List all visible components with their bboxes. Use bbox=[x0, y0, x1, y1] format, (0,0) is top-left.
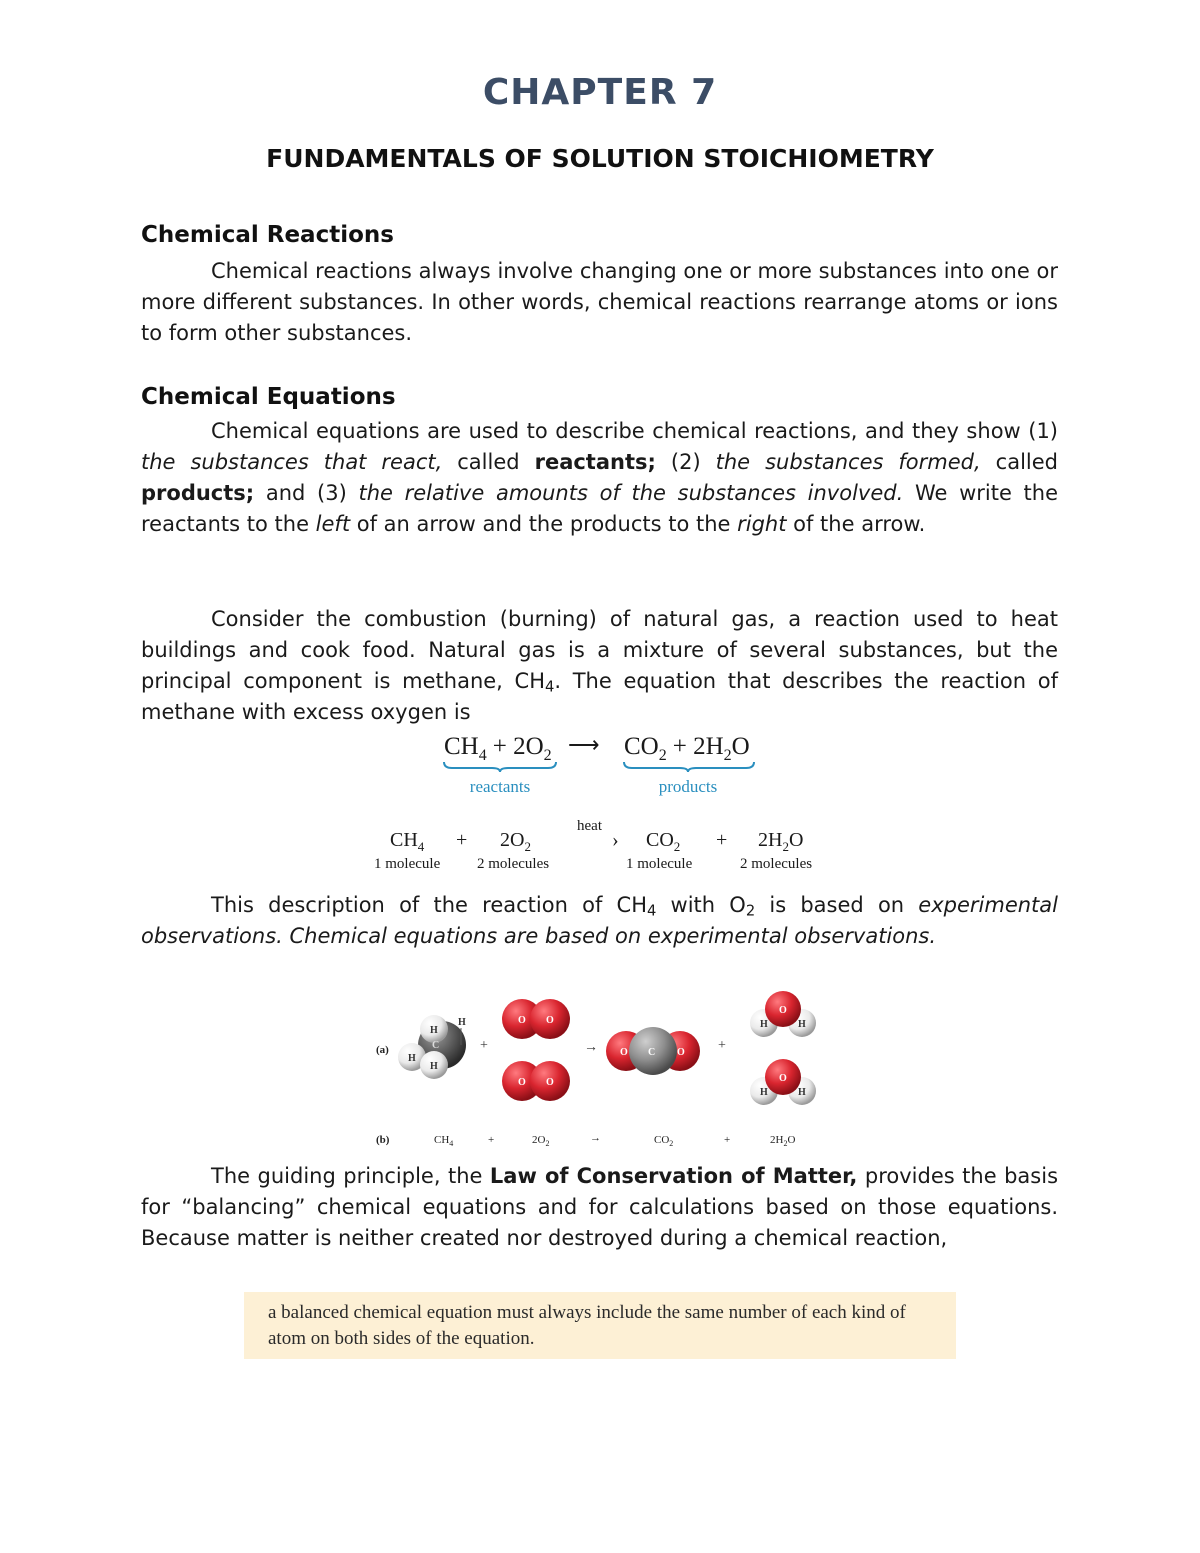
equation-reactants-products bbox=[430, 728, 780, 800]
heading-chemical-equations: Chemical Equations bbox=[141, 384, 396, 410]
svg-text:+: + bbox=[480, 1038, 488, 1053]
paragraph-chemical-equations: Chemical equations are used to describe chemical reactions, and they show (1) the substances that react, called reactants; (2) the substances formed, called products; and (3) the relative amounts of the substances involved. We write the reactants to the left of an arrow and the products to the right of the arrow. bbox=[141, 419, 1058, 536]
paragraph-chemical-reactions: Chemical reactions always involve changing one or more substances into one or more different substances. In other words, chemical reactions rearrange atoms or ions to form other substances. bbox=[141, 259, 1058, 345]
svg-text:CH4: $CH_4$ bbox=[390, 829, 425, 854]
svg-text:→: → bbox=[584, 1040, 598, 1055]
oxygen-molecule-2 bbox=[502, 1061, 570, 1101]
chapter-subtitle: FUNDAMENTALS OF SOLUTION STOICHIOMETRY bbox=[266, 144, 934, 173]
svg-text:C: C bbox=[648, 1047, 656, 1058]
svg-text:C: C bbox=[432, 1040, 440, 1051]
svg-text:2H2O: $2H_2O$ bbox=[758, 829, 804, 854]
svg-text:H: H bbox=[458, 1017, 466, 1028]
products-label: products bbox=[658, 777, 718, 796]
svg-text:H: H bbox=[798, 1087, 806, 1098]
svg-text:2O2: $2O_2$ bbox=[500, 829, 531, 854]
svg-text:H: H bbox=[430, 1025, 438, 1036]
svg-text:H: H bbox=[760, 1019, 768, 1030]
reactants-brace bbox=[444, 762, 556, 772]
svg-text:2 molecules: 2 molecules bbox=[477, 856, 550, 872]
reaction-arrow: ⟶ bbox=[568, 732, 600, 757]
heading-chemical-reactions: Chemical Reactions bbox=[141, 222, 394, 248]
svg-text:2O2: $2O_2$ bbox=[532, 1134, 550, 1148]
heat-label: heat bbox=[577, 818, 602, 834]
water-molecule-2 bbox=[750, 1059, 816, 1105]
chapter-title: CHAPTER 7 bbox=[482, 72, 718, 113]
svg-text:+: + bbox=[724, 1134, 731, 1146]
figure-label-b: (b) bbox=[376, 1134, 390, 1146]
svg-text:O: O bbox=[620, 1047, 628, 1058]
paragraph-experimental-observations: This description of the reaction of $CH_4$ with $O_2$ is based on experimental observations. Chemical equations are based on experimental observations. bbox=[141, 893, 1058, 948]
svg-text:O: O bbox=[677, 1047, 685, 1058]
reactants-label: reactants bbox=[469, 777, 531, 796]
svg-text:2H2O: $2H_2O$ bbox=[770, 1134, 796, 1148]
svg-text:H: H bbox=[430, 1061, 438, 1072]
svg-text:O: O bbox=[779, 1005, 787, 1016]
svg-text:→: → bbox=[590, 1132, 601, 1144]
svg-text:O: O bbox=[518, 1077, 526, 1088]
svg-text:H: H bbox=[798, 1019, 806, 1030]
callout-balanced-equation: a balanced chemical equation must always include the same number of each kind of atom on both sides of the equation. bbox=[244, 1292, 956, 1359]
figure-label-a: (a) bbox=[376, 1044, 389, 1056]
svg-text:+: + bbox=[488, 1134, 495, 1146]
paragraph-conservation-of-matter: The guiding principle, the Law of Conservation of Matter, provides the basis for “balancing” chemical equations and for calculations based on those equations. Because matter is neither created nor destroyed during a chemical reaction, bbox=[141, 1164, 1059, 1250]
svg-text:CO2: $CO_2$ bbox=[654, 1134, 674, 1148]
svg-text:+: + bbox=[716, 829, 728, 851]
water-molecule-1 bbox=[750, 991, 816, 1037]
oxygen-molecule-1 bbox=[502, 999, 570, 1039]
svg-text:H: H bbox=[408, 1053, 416, 1064]
svg-text:+: + bbox=[718, 1038, 726, 1053]
svg-text:H: H bbox=[760, 1087, 768, 1098]
svg-text:O: O bbox=[546, 1015, 554, 1026]
products-brace bbox=[624, 762, 754, 772]
heat-arrow: › bbox=[612, 829, 619, 851]
carbon-dioxide-molecule bbox=[606, 1027, 700, 1075]
svg-text:CO2+ 2H2O: $CO_2 + 2H_2O$ bbox=[624, 733, 750, 764]
paragraph-methane-combustion: Consider the combustion (burning) of natural gas, a reaction used to heat buildings and cook food. Natural gas is a mixture of several substances, but the principal component is methane, $CH_4$. The equation that describes the reaction of methane with excess oxygen is bbox=[141, 607, 1058, 724]
svg-text:O: O bbox=[779, 1073, 787, 1084]
molecule-illustration bbox=[360, 985, 840, 1155]
svg-text:CO2: $CO_2$ bbox=[646, 829, 681, 854]
svg-text:2 molecules: 2 molecules bbox=[740, 856, 813, 872]
svg-text:1 molecule: 1 molecule bbox=[374, 856, 441, 872]
methane-molecule bbox=[398, 1015, 466, 1079]
equation-molecule-counts bbox=[360, 810, 840, 876]
svg-text:1 molecule: 1 molecule bbox=[626, 856, 693, 872]
svg-text:O: O bbox=[546, 1077, 554, 1088]
svg-text:CH4+ 2O2: $CH_4 + 2O_2$ bbox=[444, 733, 552, 764]
svg-text:O: O bbox=[518, 1015, 526, 1026]
svg-text:CH4: $CH_4$ bbox=[434, 1134, 454, 1148]
svg-text:+: + bbox=[456, 829, 468, 851]
